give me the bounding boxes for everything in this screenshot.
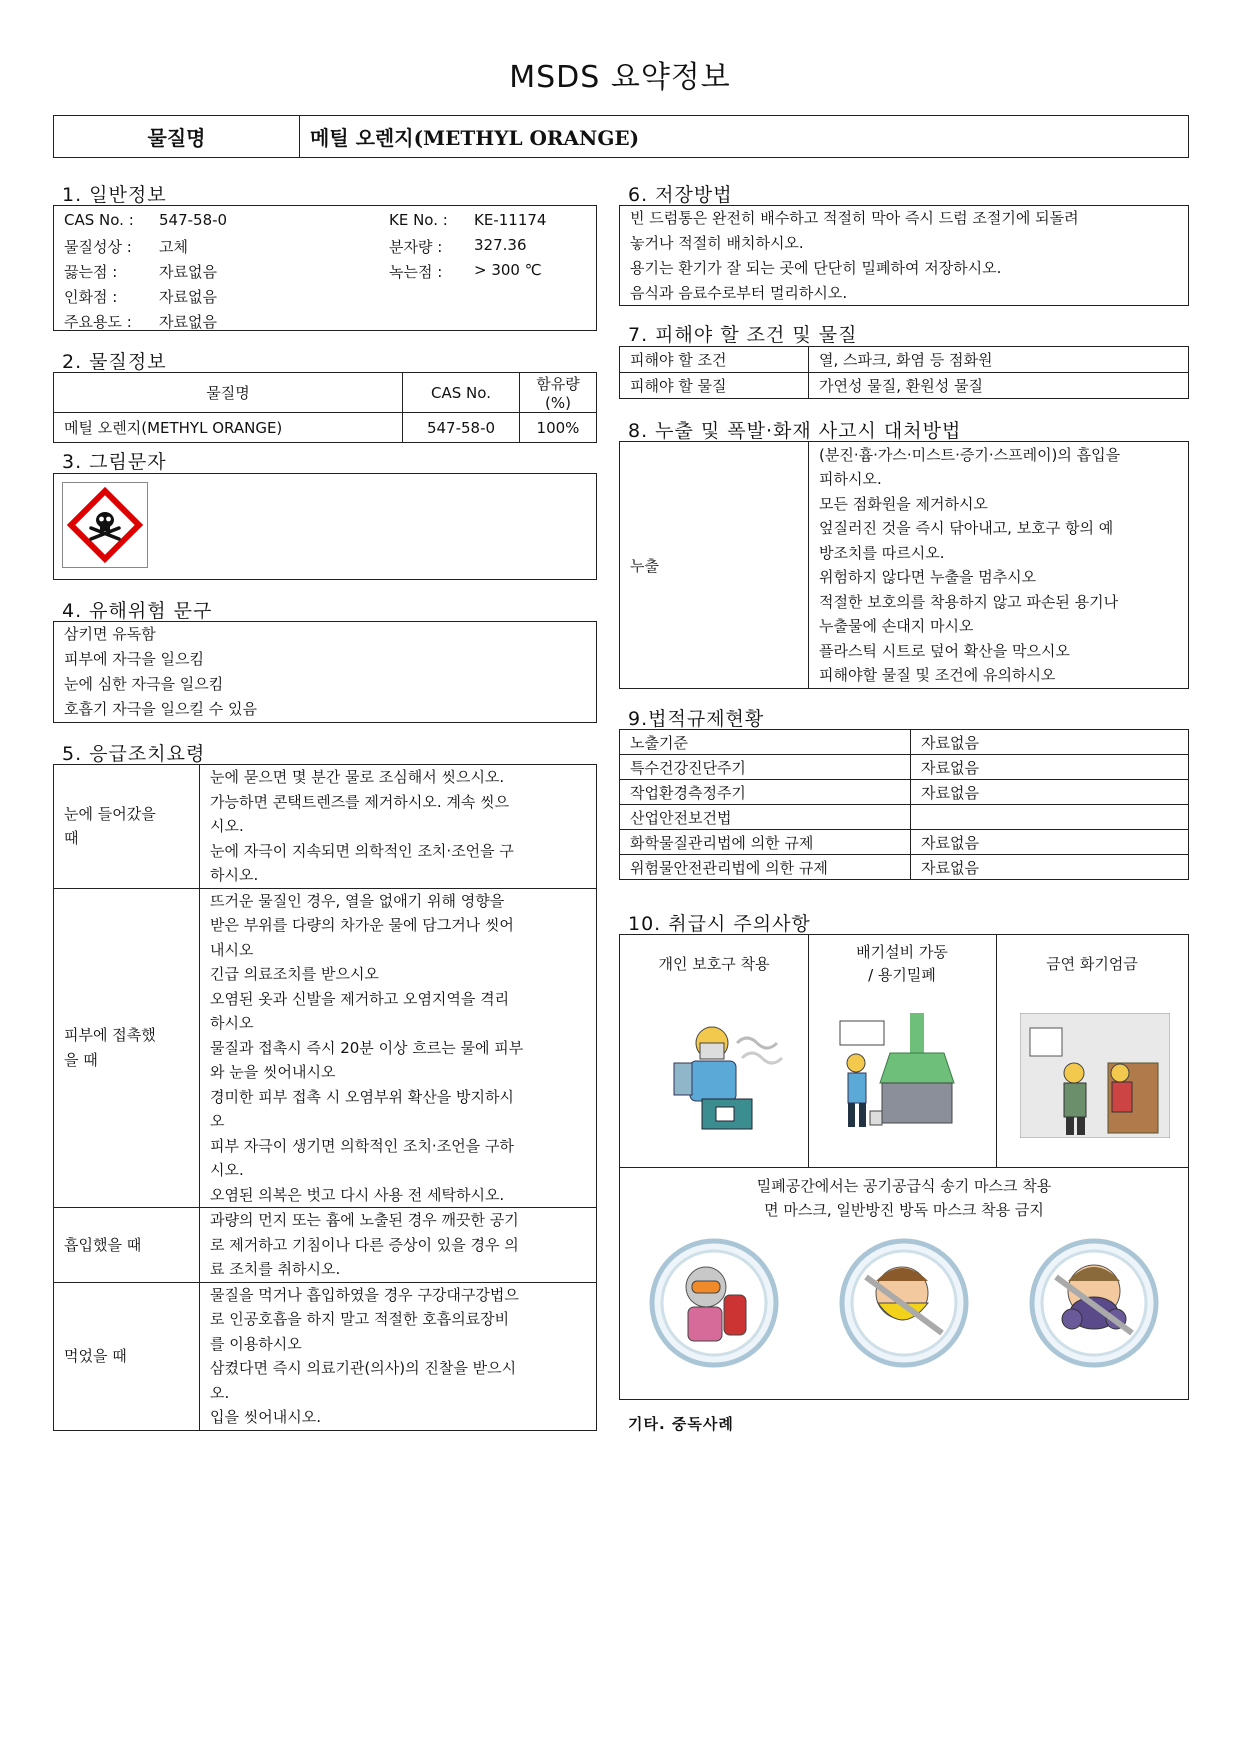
measure-line: 피하시오. — [819, 470, 882, 488]
handling-col-3 — [996, 953, 1188, 974]
general-info-row — [54, 233, 596, 258]
key-line: 을 때 — [64, 1050, 98, 1069]
handling-col-1 — [620, 953, 808, 974]
cell: 피해야 할 조건 — [620, 347, 809, 373]
spill-label: 누출 — [620, 442, 809, 689]
first-aid-value — [200, 1208, 597, 1283]
gas-mask-illustration — [1028, 1237, 1160, 1369]
section-3-title: 3. 그림문자 — [62, 451, 167, 473]
divider — [620, 1167, 1188, 1168]
cell: 위험물안전관리법에 의한 규제 — [620, 855, 911, 880]
first-aid-key — [54, 765, 200, 889]
value-line: 과량의 먼지 또는 흄에 노출된 경우 깨끗한 공기 — [210, 1211, 519, 1229]
info-key: CAS No. : — [64, 211, 134, 229]
value-line: 오염된 옷과 신발을 제거하고 오염지역을 격리 — [210, 989, 510, 1008]
info-key: 분자량 : — [389, 238, 443, 256]
section-4-title: 4. 유해위험 문구 — [62, 600, 213, 622]
info-key: 주요용도 : — [64, 313, 132, 331]
measure-line: 위험하지 않다면 누출을 멈추시오 — [819, 568, 1037, 586]
cell: 화학물질관리법에 의한 규제 — [620, 830, 911, 855]
value-line: 와 눈을 씻어내시오 — [210, 1063, 336, 1081]
table-row — [620, 830, 1189, 855]
value-line: 료 조치를 취하시오. — [210, 1260, 341, 1278]
handling-col-2 — [808, 941, 996, 987]
col-label: 배기설비 가동 — [856, 943, 948, 961]
info-key: KE No. : — [389, 211, 448, 229]
first-aid-table — [53, 764, 597, 1431]
general-info-row — [54, 208, 596, 233]
section-6-title: 6. 저장방법 — [628, 184, 733, 206]
info-value: 327.36 — [474, 236, 527, 254]
substance-info-table — [53, 372, 597, 443]
value-line: 하시오. — [210, 866, 259, 884]
cell: 100% — [520, 413, 597, 443]
cell: 노출기준 — [620, 730, 911, 755]
value-line: 눈에 자극이 지속되면 의학적인 조치·조언을 구 — [210, 841, 514, 860]
cell: 547-58-0 — [403, 413, 520, 443]
table-row — [54, 413, 597, 443]
key-line: 먹었을 때 — [64, 1346, 127, 1365]
cell: 자료없음 — [911, 755, 1189, 780]
first-aid-value — [200, 1282, 597, 1430]
key-line: 눈에 들어갔을 — [64, 804, 156, 823]
cell: 자료없음 — [911, 730, 1189, 755]
section-9-title: 9.법적규제현황 — [628, 708, 765, 730]
general-info-row — [54, 308, 596, 333]
table-row — [620, 347, 1189, 373]
storage-line: 용기는 환기가 잘 되는 곳에 단단히 밀폐하여 저장하시오. — [630, 259, 1002, 277]
table-row — [620, 755, 1189, 780]
cell: 열, 스파크, 화염 등 점화원 — [809, 347, 1189, 373]
storage-box — [619, 205, 1189, 306]
skull-crossbones-icon — [62, 482, 148, 568]
cell: 산업안전보건법 — [620, 805, 911, 830]
cell: 자료없음 — [911, 855, 1189, 880]
cell — [911, 805, 1189, 830]
col-header: 물질명 — [54, 373, 403, 413]
storage-line: 음식과 음료수로부터 멀리하시오. — [630, 284, 848, 302]
measure-line: 피해야할 물질 및 조건에 유의하시오 — [819, 666, 1056, 684]
key-line: 피부에 접촉했 — [64, 1026, 156, 1045]
info-key: 인화점 : — [64, 288, 118, 306]
cell: 메틸 오렌지(METHYL ORANGE) — [54, 413, 403, 443]
exhaust-illustration — [830, 1013, 980, 1138]
mask-line: 면 마스크, 일반방진 방독 마스크 착용 금지 — [764, 1201, 1044, 1219]
section-1-title: 1. 일반정보 — [62, 184, 167, 206]
table-row — [54, 888, 597, 1208]
storage-line: 빈 드럼통은 완전히 배수하고 적절히 막아 즉시 드럼 조절기에 되돌려 — [630, 209, 1079, 227]
substance-name: 메틸 오렌지(METHYL ORANGE) — [300, 116, 1189, 158]
hazard-statement: 눈에 심한 자극을 일으킴 — [64, 675, 224, 693]
handling-box — [619, 934, 1189, 1400]
air-supply-mask-illustration — [648, 1237, 780, 1369]
info-value: 자료없음 — [159, 313, 217, 331]
section-8-title: 8. 누출 및 폭발·화재 사고시 대처방법 — [628, 420, 962, 442]
col-label: 금연 화기엄금 — [1046, 955, 1138, 973]
measure-line: 플라스틱 시트로 덮어 확산을 막으시오 — [819, 641, 1070, 660]
value-line: 삼켰다면 즉시 의료기관(의사)의 진찰을 받으시 — [210, 1359, 517, 1377]
storage-line: 놓거나 적절히 배치하시오. — [630, 234, 804, 252]
col-header: CAS No. — [403, 373, 520, 413]
page-title: MSDS 요약정보 — [509, 60, 731, 95]
section-2-title: 2. 물질정보 — [62, 351, 167, 373]
measure-line: 누출물에 손대지 마시오 — [819, 617, 974, 635]
value-line: 내시오 — [210, 940, 254, 959]
table-row — [54, 1208, 597, 1283]
table-row — [620, 730, 1189, 755]
info-value: KE-11174 — [474, 211, 547, 229]
substance-header — [53, 115, 1189, 158]
col-label: / 용기밀폐 — [868, 966, 936, 984]
section-10-title: 10. 취급시 주의사항 — [628, 913, 811, 935]
table-row — [620, 855, 1189, 880]
footer-note: 기타. 중독사례 — [628, 1415, 734, 1433]
table-row — [620, 442, 1189, 689]
first-aid-value — [200, 765, 597, 889]
cell: 피해야 할 물질 — [620, 373, 809, 399]
face-mask-illustration — [838, 1237, 970, 1369]
value-line: 오. — [210, 1383, 230, 1402]
spill-table — [619, 441, 1189, 689]
first-aid-key — [54, 888, 200, 1208]
info-value: 고체 — [159, 238, 188, 256]
general-info-row — [54, 258, 596, 283]
cell: 자료없음 — [911, 830, 1189, 855]
mask-line: 밀폐공간에서는 공기공급식 송기 마스크 착용 — [756, 1177, 1052, 1195]
regulation-table — [619, 729, 1189, 880]
table-row — [620, 780, 1189, 805]
key-line: 흡입했을 때 — [64, 1235, 142, 1254]
first-aid-value — [200, 888, 597, 1208]
info-value: > 300 ℃ — [474, 261, 542, 279]
value-line: 시오. — [210, 1161, 244, 1179]
hazard-statement: 호흡기 자극을 일으킬 수 있음 — [64, 700, 257, 718]
general-info-box — [53, 205, 597, 331]
section-5-title: 5. 응급조치요령 — [62, 743, 206, 765]
value-line: 피부 자극이 생기면 의학적인 조치·조언을 구하 — [210, 1136, 514, 1155]
info-value: 자료없음 — [159, 263, 217, 281]
info-key: 끓는점 : — [64, 263, 118, 281]
measure-line: 엎질러진 것을 즉시 닦아내고, 보호구 항의 예 — [819, 519, 1114, 537]
value-line: 경미한 피부 접촉 시 오염부위 확산을 방지하시 — [210, 1087, 514, 1106]
value-line: 로 인공호흡을 하지 말고 적절한 호흡의료장비 — [210, 1310, 510, 1328]
col-label: 개인 보호구 착용 — [658, 955, 770, 973]
general-info-row — [54, 283, 596, 308]
no-smoking-illustration — [1020, 1013, 1170, 1138]
cell: 가연성 물질, 환원성 물질 — [809, 373, 1189, 399]
hazard-statements-box — [53, 621, 597, 723]
measure-line: 모든 점화원을 제거하시오 — [819, 494, 988, 513]
cell: 자료없음 — [911, 780, 1189, 805]
info-value: 547-58-0 — [159, 211, 228, 229]
table-row — [54, 765, 597, 889]
col-header: 함유량(%) — [520, 373, 597, 413]
value-line: 입을 씻어내시오. — [210, 1408, 321, 1426]
value-line: 시오. — [210, 817, 244, 835]
info-key: 물질성상 : — [64, 238, 132, 256]
value-line: 하시오 — [210, 1014, 254, 1032]
cell: 작업환경측정주기 — [620, 780, 911, 805]
key-line: 때 — [64, 829, 79, 848]
section-7-title: 7. 피해야 할 조건 및 물질 — [628, 324, 858, 346]
value-line: 를 이용하시오 — [210, 1334, 302, 1353]
measure-line: (분진·흄·가스·미스트·증기·스프레이)의 흡입을 — [819, 445, 1121, 464]
hazard-statement: 피부에 자극을 일으킴 — [64, 650, 204, 668]
value-line: 긴급 의료조치를 받으시오 — [210, 965, 379, 983]
value-line: 오염된 의복은 벗고 다시 사용 전 세탁하시오. — [210, 1185, 505, 1204]
hazard-statement: 삼키면 유독함 — [64, 625, 156, 643]
info-key: 녹는점 : — [389, 263, 443, 281]
spill-measures — [809, 442, 1189, 689]
ppe-worker-illustration — [642, 1013, 792, 1138]
table-header-row — [54, 373, 597, 413]
measure-line: 적절한 보호의를 착용하지 않고 파손된 용기나 — [819, 592, 1119, 611]
substance-label: 물질명 — [54, 116, 300, 158]
value-line: 물질을 먹거나 흡입하였을 경우 구강대구강법으 — [210, 1285, 519, 1304]
value-line: 가능하면 콘택트렌즈를 제거하시오. 계속 씻으 — [210, 792, 510, 811]
table-row — [54, 1282, 597, 1430]
value-line: 로 제거하고 기침이나 다른 증상이 있을 경우 의 — [210, 1235, 519, 1254]
measure-line: 방조치를 따르시오. — [819, 543, 945, 562]
cell: 특수건강진단주기 — [620, 755, 911, 780]
first-aid-key — [54, 1282, 200, 1430]
table-row — [620, 373, 1189, 399]
first-aid-key — [54, 1208, 200, 1283]
value-line: 뜨거운 물질인 경우, 열을 없애기 위해 영향을 — [210, 891, 505, 910]
value-line: 받은 부위를 다량의 차가운 물에 담그거나 씻어 — [210, 916, 514, 934]
value-line: 물질과 접촉시 즉시 20분 이상 흐르는 물에 피부 — [210, 1038, 524, 1057]
pictogram-box — [53, 473, 597, 580]
avoid-table — [619, 346, 1189, 399]
info-value: 자료없음 — [159, 288, 217, 306]
table-row — [620, 805, 1189, 830]
value-line: 눈에 묻으면 몇 분간 물로 조심해서 씻으시오. — [210, 768, 505, 786]
value-line: 오 — [210, 1112, 225, 1130]
mask-notice — [620, 1174, 1188, 1222]
